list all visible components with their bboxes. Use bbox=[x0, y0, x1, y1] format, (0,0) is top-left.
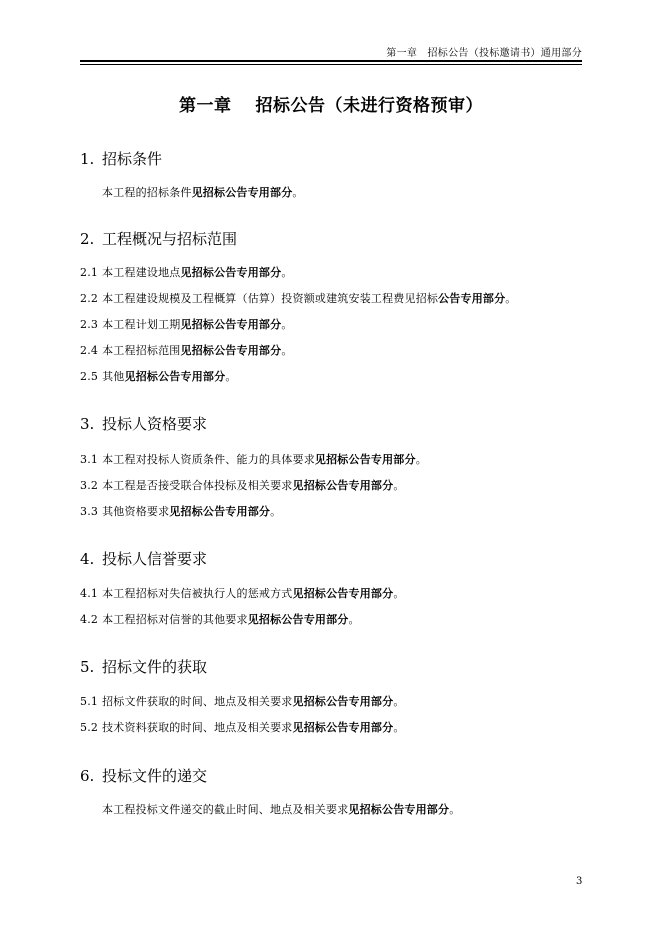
section-number: 2. bbox=[80, 230, 95, 248]
section-title: 投标文件的递交 bbox=[102, 767, 208, 785]
paragraph-tail: 。 bbox=[415, 453, 427, 466]
section-number: 5. bbox=[80, 658, 95, 676]
paragraph-bold-text: 见招标公告专用部分 bbox=[348, 803, 450, 816]
section-title: 投标人信誉要求 bbox=[102, 550, 208, 568]
section-heading-3 bbox=[80, 413, 207, 434]
section-heading-5 bbox=[80, 656, 207, 677]
paragraph-1 bbox=[102, 184, 304, 200]
paragraph-text: 本工程建设规模及工程概算（估算）投资额或建筑安装工程费见招标 bbox=[102, 292, 439, 305]
paragraph-bold-text: 见招标公告专用部分 bbox=[124, 370, 226, 383]
section-heading-4 bbox=[80, 548, 207, 569]
paragraph-4-2 bbox=[80, 611, 360, 627]
paragraph-tail: 。 bbox=[348, 613, 360, 626]
paragraph-text: 其他 bbox=[102, 370, 125, 383]
paragraph-tail: 。 bbox=[505, 292, 517, 305]
section-number: 6. bbox=[80, 767, 95, 785]
paragraph-number: 5.2 bbox=[80, 721, 99, 734]
paragraph-text: 本工程建设地点 bbox=[102, 266, 181, 279]
paragraph-bold-text: 见招标公告专用部分 bbox=[180, 344, 282, 357]
section-title: 招标文件的获取 bbox=[102, 658, 208, 676]
paragraph-bold-text: 见招标公告专用部分 bbox=[180, 266, 282, 279]
paragraph-text: 其他资格要求 bbox=[102, 505, 170, 518]
paragraph-tail: 。 bbox=[292, 186, 304, 199]
section-title: 投标人资格要求 bbox=[102, 415, 208, 433]
paragraph-bold-text: 见招标公告专用部分 bbox=[247, 613, 349, 626]
paragraph-number: 2.2 bbox=[80, 292, 99, 305]
chapter-title: 第一章 招标公告（未进行资格预审） bbox=[179, 96, 483, 116]
paragraph-number: 4.1 bbox=[80, 587, 99, 600]
section-number: 3. bbox=[80, 415, 95, 433]
paragraph-number: 4.2 bbox=[80, 613, 99, 626]
paragraph-bold-text: 见招标公告专用部分 bbox=[292, 695, 394, 708]
paragraph-4-1 bbox=[80, 585, 405, 601]
paragraph-tail: 。 bbox=[225, 370, 237, 383]
paragraph-text: 本工程计划工期 bbox=[102, 318, 181, 331]
section-heading-2 bbox=[80, 228, 237, 249]
page-number: 3 bbox=[576, 876, 583, 887]
paragraph-tail: 。 bbox=[393, 721, 405, 734]
paragraph-text: 技术资料获取的时间、地点及相关要求 bbox=[102, 721, 293, 734]
paragraph-text: 本工程投标文件递交的截止时间、地点及相关要求 bbox=[102, 803, 349, 816]
paragraph-text: 本工程是否接受联合体投标及相关要求 bbox=[102, 479, 293, 492]
paragraph-tail: 。 bbox=[281, 266, 293, 279]
paragraph-3-1 bbox=[80, 451, 427, 467]
paragraph-bold-text: 见招标公告专用部分 bbox=[314, 453, 416, 466]
paragraph-3-3 bbox=[80, 503, 281, 519]
paragraph-tail: 。 bbox=[270, 505, 282, 518]
paragraph-3-2 bbox=[80, 477, 405, 493]
paragraph-number: 3.3 bbox=[80, 505, 99, 518]
paragraph-bold-text: 见招标公告专用部分 bbox=[292, 587, 394, 600]
paragraph-tail: 。 bbox=[449, 803, 461, 816]
paragraph-text: 本工程的招标条件 bbox=[102, 186, 192, 199]
header-rule-thick bbox=[80, 60, 582, 62]
page-header: 第一章 招标公告（投标邀请书）通用部分 bbox=[386, 48, 582, 59]
paragraph-number: 2.3 bbox=[80, 318, 99, 331]
paragraph-bold-text: 见招标公告专用部分 bbox=[180, 318, 282, 331]
paragraph-number: 2.1 bbox=[80, 266, 99, 279]
paragraph-text: 本工程招标对信誉的其他要求 bbox=[102, 613, 248, 626]
section-title: 工程概况与招标范围 bbox=[102, 230, 238, 248]
paragraph-number: 2.5 bbox=[80, 370, 99, 383]
paragraph-bold-text: 见招标公告专用部分 bbox=[169, 505, 271, 518]
paragraph-2-2 bbox=[80, 290, 517, 306]
section-number: 4. bbox=[80, 550, 95, 568]
section-title: 招标条件 bbox=[102, 150, 163, 168]
paragraph-text: 招标文件获取的时间、地点及相关要求 bbox=[102, 695, 293, 708]
paragraph-2-1 bbox=[80, 264, 293, 280]
paragraph-2-5 bbox=[80, 368, 237, 384]
paragraph-tail: 。 bbox=[393, 479, 405, 492]
paragraph-2-4 bbox=[80, 342, 293, 358]
paragraph-tail: 。 bbox=[281, 318, 293, 331]
paragraph-tail: 。 bbox=[393, 587, 405, 600]
paragraph-bold-text: 见招标公告专用部分 bbox=[292, 479, 394, 492]
paragraph-bold-text: 公告专用部分 bbox=[438, 292, 506, 305]
paragraph-text: 本工程招标范围 bbox=[102, 344, 181, 357]
paragraph-6 bbox=[102, 801, 460, 817]
paragraph-number: 2.4 bbox=[80, 344, 99, 357]
paragraph-5-2 bbox=[80, 719, 405, 735]
paragraph-5-1 bbox=[80, 693, 405, 709]
paragraph-tail: 。 bbox=[393, 695, 405, 708]
section-heading-1 bbox=[80, 148, 162, 169]
paragraph-bold-text: 见招标公告专用部分 bbox=[191, 186, 293, 199]
paragraph-number: 5.1 bbox=[80, 695, 99, 708]
paragraph-number: 3.1 bbox=[80, 453, 99, 466]
paragraph-text: 本工程招标对失信被执行人的惩戒方式 bbox=[102, 587, 293, 600]
paragraph-tail: 。 bbox=[281, 344, 293, 357]
header-rule-thin bbox=[80, 64, 582, 65]
section-number: 1. bbox=[80, 150, 95, 168]
paragraph-bold-text: 见招标公告专用部分 bbox=[292, 721, 394, 734]
paragraph-2-3 bbox=[80, 316, 293, 332]
paragraph-number: 3.2 bbox=[80, 479, 99, 492]
section-heading-6 bbox=[80, 765, 207, 786]
paragraph-text: 本工程对投标人资质条件、能力的具体要求 bbox=[102, 453, 315, 466]
